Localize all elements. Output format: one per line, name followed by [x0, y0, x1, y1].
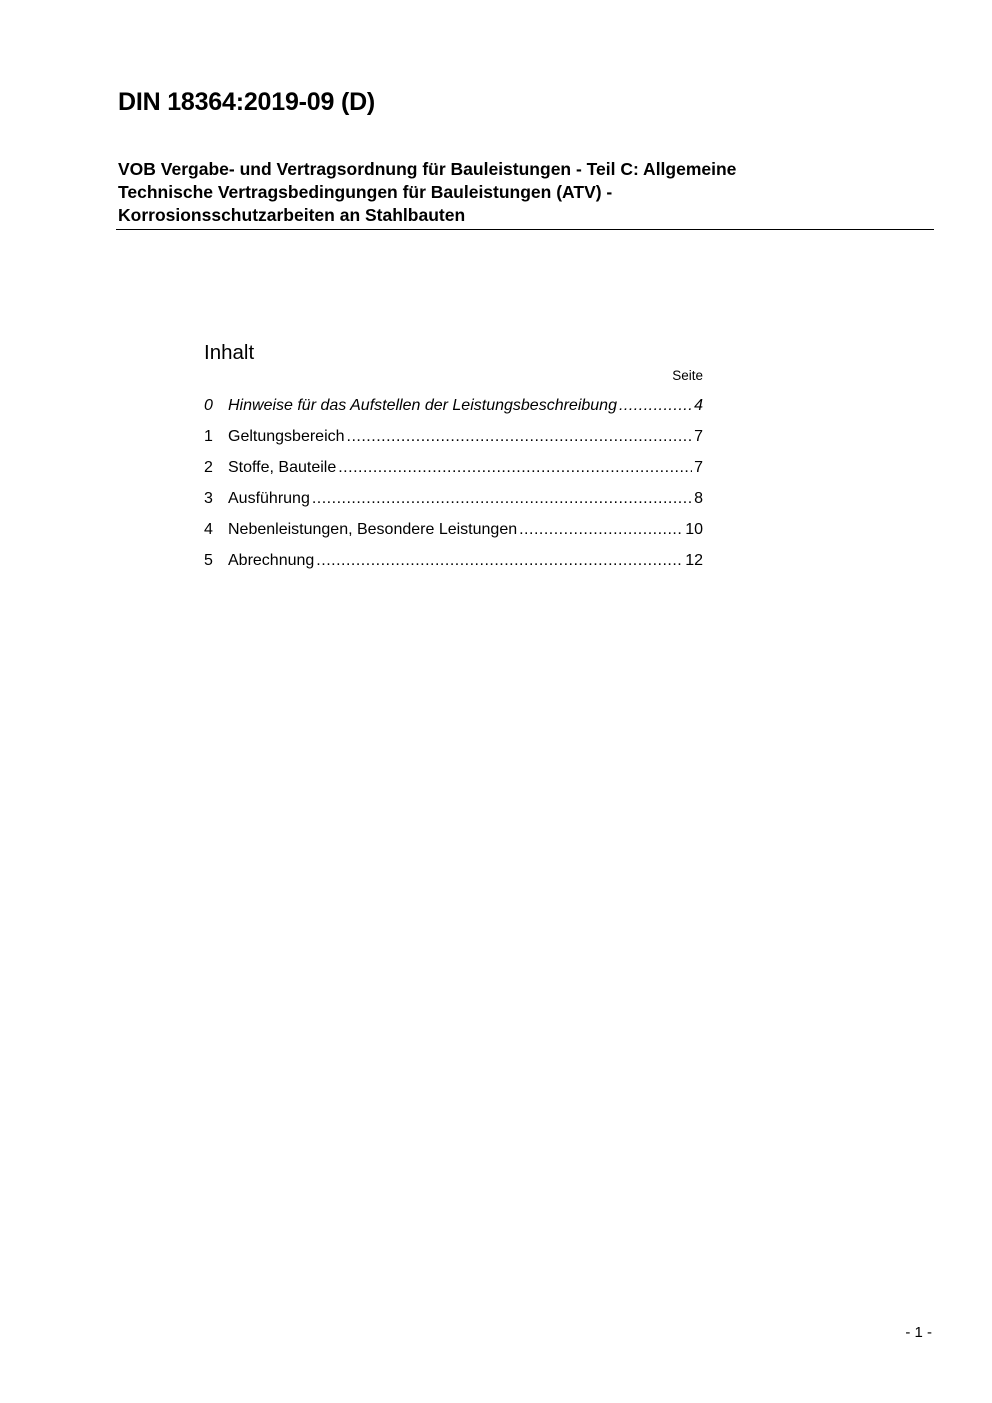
toc-entry-number: 4: [204, 521, 213, 538]
toc-heading: Inhalt: [204, 341, 255, 364]
document-title-line: VOB Vergabe- und Vertragsordnung für Bauleistungen - Teil C: Allgemeine: [118, 159, 737, 179]
toc-entry-title: Hinweise für das Aufstellen der Leistungsbeschreibung: [228, 397, 617, 414]
toc-entry-title: Geltungsbereich: [228, 428, 345, 445]
toc-entry-4[interactable]: [204, 518, 703, 549]
toc-dot-leader: [519, 518, 683, 542]
toc-entry-title: Abrechnung: [228, 552, 315, 569]
toc-entry-number: 1: [204, 428, 213, 445]
toc-entry-5[interactable]: [204, 549, 703, 580]
toc-entry-2[interactable]: [204, 456, 703, 487]
toc-entry-page: 10: [685, 521, 703, 538]
toc-dot-leader: [619, 394, 692, 418]
toc-entry-3[interactable]: [204, 487, 703, 518]
toc-entry-number: 5: [204, 552, 213, 569]
toc-entry-page: 4: [694, 397, 703, 414]
toc-entry-1[interactable]: [204, 425, 703, 456]
toc-dot-leader: [347, 425, 693, 449]
toc-dot-leader: [316, 549, 683, 573]
toc-entry-page: 7: [694, 459, 703, 476]
document-title: [118, 158, 933, 227]
toc-entry-0[interactable]: [204, 394, 703, 425]
toc-entry-page: 7: [694, 428, 703, 445]
toc-dot-leader: [338, 456, 692, 480]
toc-entry-title: Stoffe, Bauteile: [228, 459, 337, 476]
document-title-line: Technische Vertragsbedingungen für Bauleistungen (ATV) -: [118, 182, 613, 202]
toc-entry-title: Ausführung: [228, 490, 310, 507]
toc-dot-leader: [312, 487, 692, 511]
page-number: - 1 -: [905, 1324, 932, 1341]
toc-page-column-label: Seite: [672, 368, 703, 383]
toc-entry-title: Nebenleistungen, Besondere Leistungen: [228, 521, 518, 538]
toc-entry-number: 2: [204, 459, 213, 476]
toc-entry-page: 12: [685, 552, 703, 569]
toc-entry-page: 8: [694, 490, 703, 507]
table-of-contents: [204, 394, 703, 580]
document-title-line: Korrosionsschutzarbeiten an Stahlbauten: [118, 205, 466, 225]
title-divider: [116, 229, 934, 230]
toc-entry-number: 0: [204, 397, 213, 414]
toc-entry-number: 3: [204, 490, 213, 507]
document-number: DIN 18364:2019-09 (D): [118, 88, 376, 116]
